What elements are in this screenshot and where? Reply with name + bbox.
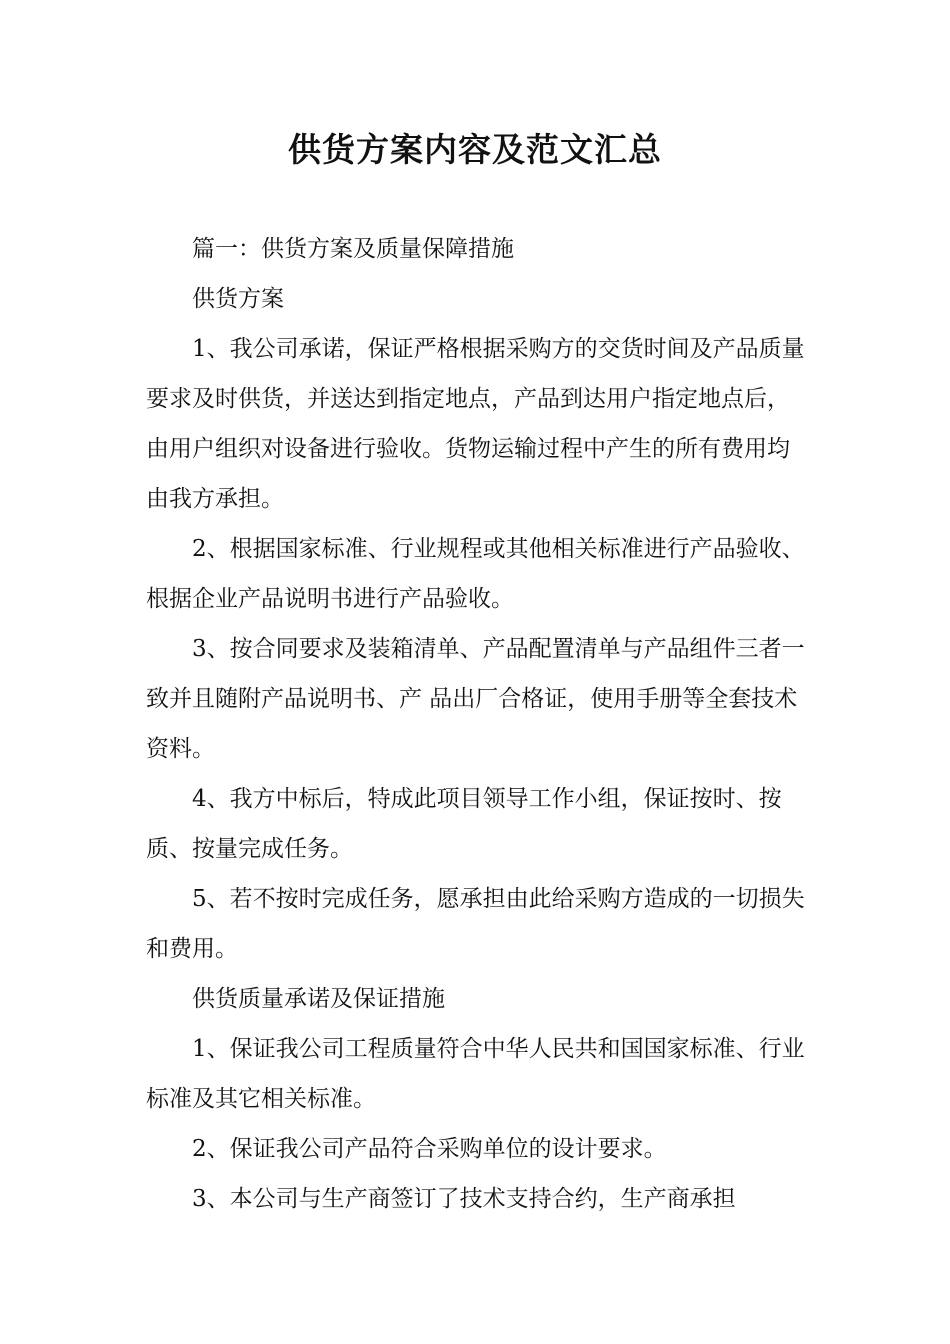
paragraph-6: 1、保证我公司工程质量符合中华人民共和国国家标准、行业标准及其它相关标准。	[146, 1036, 805, 1112]
section-heading-1: 篇一：供货方案及质量保障措施	[192, 236, 514, 262]
paragraph-4: 4、我方中标后，特成此项目领导工作小组，保证按时、按质、按量完成任务。	[146, 786, 782, 862]
paragraph-8: 3、本公司与生产商签订了技术支持合约，生产商承担	[192, 1186, 736, 1212]
paragraph-3: 3、按合同要求及装箱清单、产品配置清单与产品组件三者一致并且随附产品说明书、产 品出厂合格证，使用手册等全套技术资料。	[146, 636, 805, 762]
paragraph-1: 1、我公司承诺，保证严格根据采购方的交货时间及产品质量要求及时供货，并送达到指定地点，产品到达用户指定地点后，由用户组织对设备进行验收。货物运输过程中产生的所有费用均由我方承担。	[146, 336, 805, 512]
document-body	[146, 224, 810, 1224]
subheading-supply-plan: 供货方案	[192, 286, 284, 312]
paragraph-7: 2、保证我公司产品符合采购单位的设计要求。	[192, 1136, 667, 1162]
document-title: 供货方案内容及范文汇总	[288, 130, 662, 169]
paragraph-2: 2、根据国家标准、行业规程或其他相关标准进行产品验收、根据企业产品说明书进行产品验收。	[146, 536, 805, 612]
paragraph-5: 5、若不按时完成任务，愿承担由此给采购方造成的一切损失和费用。	[146, 886, 805, 962]
subheading-quality-commitment: 供货质量承诺及保证措施	[192, 986, 445, 1012]
